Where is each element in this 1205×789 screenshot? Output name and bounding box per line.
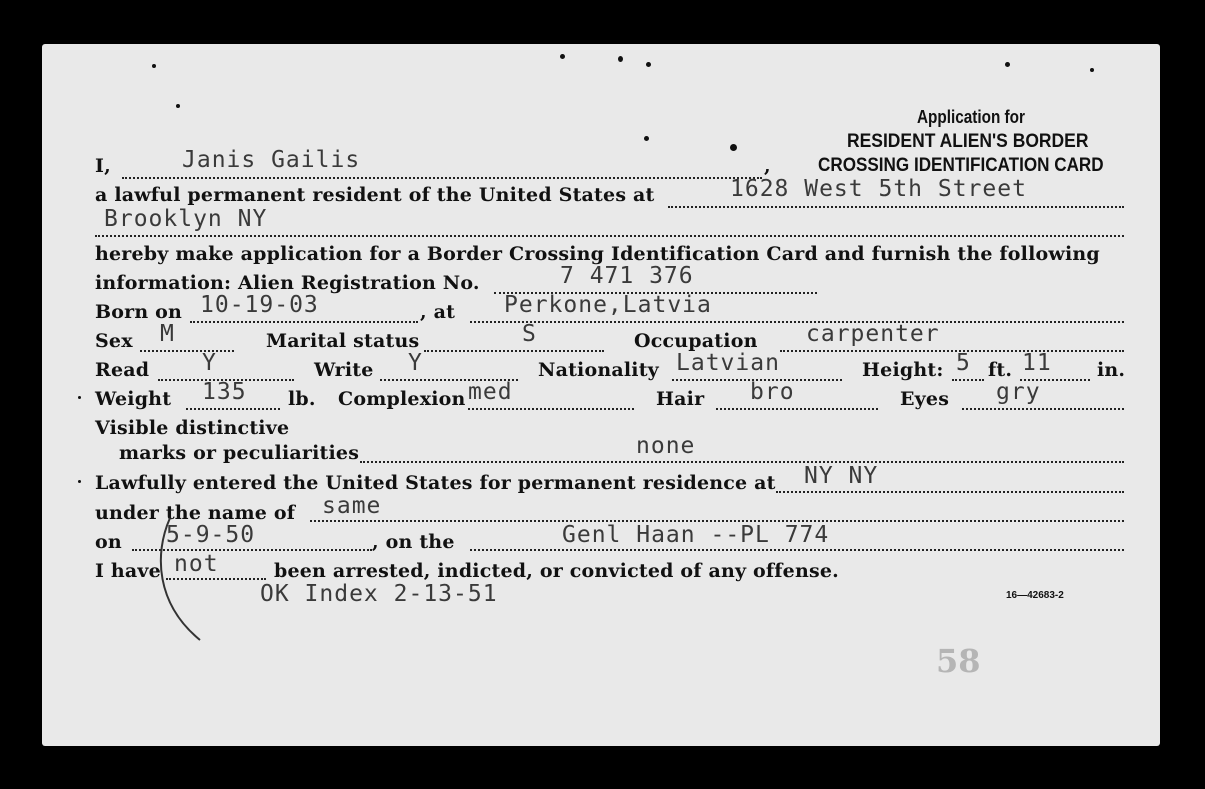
complexion-line [468, 408, 634, 410]
speck [730, 144, 737, 151]
label-at: , at [420, 301, 456, 323]
speck [618, 56, 623, 62]
label-hereby: hereby make application for a Border Crossing Identification Card and furnish the following [95, 243, 1100, 265]
label-lawfully-entered: Lawfully entered the United States for permanent residence at [95, 472, 776, 494]
label-under-name: under the name of [95, 502, 296, 524]
header-line-3: CROSSING IDENTIFICATION CARD [818, 155, 1104, 176]
label-occupation: Occupation [634, 330, 758, 352]
label-complexion: Complexion [338, 388, 466, 410]
label-i: I, [95, 155, 111, 177]
marks-value: none [636, 433, 696, 459]
label-marital-status: Marital status [266, 330, 420, 352]
label-write: Write [314, 359, 374, 381]
label-weight: Weight [95, 388, 172, 410]
label-visible-distinctive: Visible distinctive [95, 417, 290, 439]
entry-place: NY NY [804, 463, 879, 489]
label-marks: marks or peculiarities [119, 442, 360, 464]
label-sex: Sex [95, 330, 133, 352]
nationality-value: Latvian [676, 350, 780, 376]
label-ft: ft. [988, 359, 1013, 381]
speck [176, 104, 180, 108]
address-city: Brooklyn NY [104, 206, 268, 232]
read-value: Y [202, 350, 217, 376]
height-in: 11 [1022, 350, 1052, 376]
born-place: Perkone,Latvia [504, 292, 712, 318]
ship-name: Genl Haan --PL 774 [562, 522, 830, 548]
marital-line [424, 350, 604, 352]
label-in: in. [1097, 359, 1126, 381]
write-value: Y [408, 350, 423, 376]
pencil-arc-mark [152, 514, 212, 644]
entry-date: 5-9-50 [166, 522, 256, 548]
speck [78, 396, 81, 399]
speck [644, 136, 649, 141]
speck [1005, 62, 1010, 67]
label-arrested: been arrested, indicted, or convicted of any offense. [274, 560, 839, 582]
speck [152, 64, 156, 68]
height-ft: 5 [956, 350, 971, 376]
name-line [122, 177, 762, 179]
label-lb: lb. [288, 388, 316, 410]
label-hair: Hair [656, 388, 705, 410]
label-lawful-resident: a lawful permanent resident of the United States at [95, 184, 655, 206]
born-date-line [190, 321, 418, 323]
label-on-the: , on the [372, 531, 455, 553]
hair-line [716, 408, 878, 410]
alien-registration-number: 7 471 376 [560, 263, 694, 289]
application-card [42, 44, 1160, 746]
entry-place-line [776, 491, 1124, 493]
sex-value: M [160, 321, 175, 347]
occupation-line [780, 350, 1124, 352]
hair-value: bro [750, 379, 795, 405]
label-born-on: Born on [95, 301, 183, 323]
speck [560, 54, 565, 59]
address-street: 1628 West 5th Street [730, 176, 1027, 202]
label-i-have: I have [95, 560, 161, 582]
weight-line [186, 408, 280, 410]
speck [1090, 68, 1094, 72]
eyes-value: gry [996, 379, 1041, 405]
page-number-stamp: 58 [936, 642, 981, 680]
born-date: 10-19-03 [200, 292, 319, 318]
complexion-value: med [468, 379, 513, 405]
form-number: 16—42683-2 [1006, 590, 1064, 601]
marital-value: S [522, 321, 537, 347]
height-ft-line [952, 379, 984, 381]
header-line-2: RESIDENT ALIEN'S BORDER [847, 131, 1089, 152]
label-nationality: Nationality [538, 359, 659, 381]
speck [646, 62, 651, 67]
ship-line [470, 549, 1124, 551]
address-line-1 [668, 206, 1124, 208]
eyes-line [962, 408, 1124, 410]
applicant-name: Janis Gailis [182, 147, 361, 173]
label-alien-registration: information: Alien Registration No. [95, 272, 480, 294]
occupation-value: carpenter [806, 321, 940, 347]
header-line-1: Application for [917, 107, 1025, 127]
not-value: not [174, 551, 219, 577]
marks-line [360, 461, 1124, 463]
weight-value: 135 [202, 379, 247, 405]
label-on: on [95, 531, 122, 553]
ok-index-note: OK Index 2-13-51 [260, 581, 498, 607]
address-line-2 [95, 235, 1124, 237]
entry-name: same [322, 493, 382, 519]
speck [78, 480, 81, 483]
label-eyes: Eyes [900, 388, 950, 410]
label-comma: , [764, 155, 771, 177]
label-read: Read [95, 359, 150, 381]
label-height: Height: [862, 359, 944, 381]
sex-line [140, 350, 234, 352]
born-place-line [470, 321, 1124, 323]
